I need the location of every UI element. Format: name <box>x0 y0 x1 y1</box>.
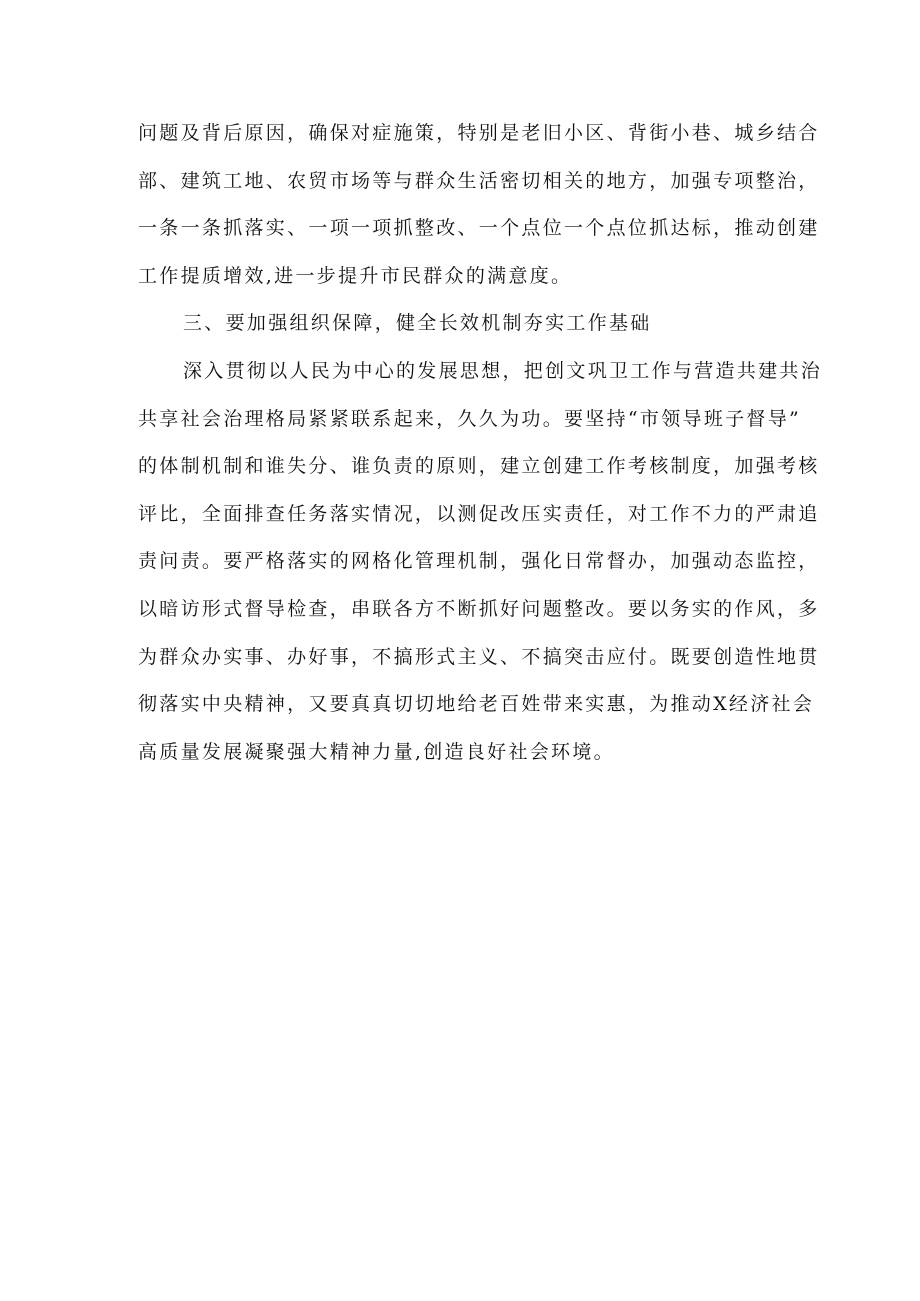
text-line: 责问责。要严格落实的网格化管理机制，强化日常督办，加强动态监控， <box>138 550 820 573</box>
text-line: 一条一条抓落实、一项一项抓整改、一个点位一个点位抓达标，推动创建 <box>138 217 820 240</box>
text-line: 以暗访形式督导检查，串联各方不断抓好问题整改。要以务实的作风，多 <box>138 597 820 620</box>
text-line: 高质量发展凝聚强大精神力量,创造良好社会环境。 <box>138 740 615 763</box>
text-line: 评比，全面排查任务落实情况，以测促改压实责任，对工作不力的严肃追 <box>138 502 820 525</box>
document-body <box>138 110 823 776</box>
text-line: 的体制机制和谁失分、谁负责的原则，建立创建工作考核制度，加强考核 <box>138 455 820 478</box>
text-line: 部、建筑工地、农贸市场等与群众生活密切相关的地方，加强专项整治， <box>138 169 820 192</box>
text-line: 问题及背后原因，确保对症施策，特别是老旧小区、背街小巷、城乡结合 <box>138 122 820 144</box>
section-heading: 三、要加强组织保障，健全长效机制夯实工作基础 <box>183 312 652 335</box>
text-line: 共享社会治理格局紧紧联系起来，久久为功。要坚持“市领导班子督导” <box>138 407 802 430</box>
text-line: 工作提质增效,进一步提升市民群众的满意度。 <box>138 264 573 287</box>
text-line: 为群众办实事、办好事，不搞形式主义、不搞突击应付。既要创造性地贯 <box>138 645 820 668</box>
text-line: 深入贯彻以人民为中心的发展思想，把创文巩卫工作与营造共建共治 <box>183 359 823 382</box>
text-line: 彻落实中央精神，又要真真切切地给老百姓带来实惠，为推动X经济社会 <box>138 693 815 716</box>
